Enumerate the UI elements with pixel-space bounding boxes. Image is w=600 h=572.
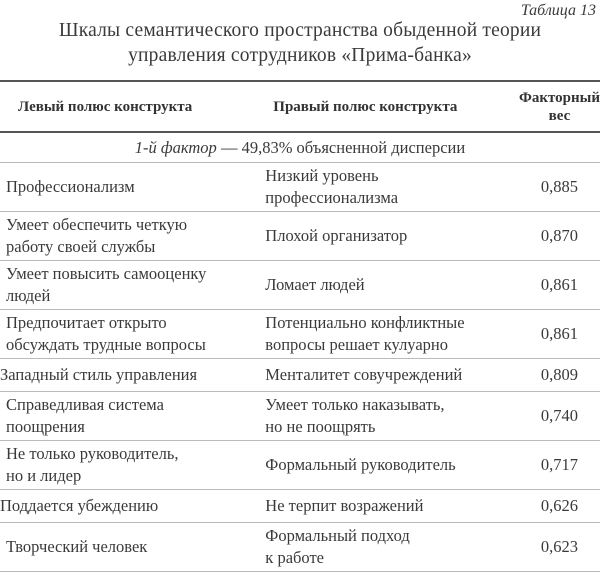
right-pole-cell-line: Не терпит возражений <box>265 496 424 515</box>
right-pole-cell-line: Потенциально конфликтные <box>265 313 465 332</box>
factor-caption <box>0 132 600 163</box>
table-row <box>0 490 600 523</box>
factor-weight-cell: 0,861 <box>540 324 579 343</box>
table-row <box>0 163 600 212</box>
right-pole-cell <box>265 490 519 523</box>
right-pole-cell <box>265 359 519 392</box>
table-row <box>0 392 600 441</box>
right-pole-cell <box>265 212 519 261</box>
left-pole-cell-line: Творческий человек <box>6 537 148 556</box>
left-pole-cell <box>0 490 265 523</box>
right-pole-cell-line: профессионализма <box>265 188 399 207</box>
left-pole-cell-line: Профессионализм <box>6 177 135 196</box>
right-pole-cell-line: вопросы решает кулуарно <box>265 335 448 354</box>
table-row <box>0 212 600 261</box>
left-pole-cell <box>0 261 265 310</box>
table-row <box>0 261 600 310</box>
left-pole-cell <box>0 310 265 359</box>
factor-row <box>0 132 600 163</box>
right-pole-cell <box>265 392 519 441</box>
left-pole-cell-line: обсуждать трудные вопросы <box>6 335 206 354</box>
right-pole-cell <box>265 163 519 212</box>
left-pole-cell-line: работу своей службы <box>6 237 156 256</box>
header-row <box>0 81 600 132</box>
header-left-pole: Левый полюс конструкта <box>18 99 193 115</box>
right-pole-cell <box>265 310 519 359</box>
factor-text: — 49,83% объясненной дисперсии <box>216 138 466 157</box>
left-pole-cell <box>0 523 265 572</box>
left-pole-cell-line: Западный стиль управления <box>0 365 198 384</box>
table-row <box>0 310 600 359</box>
table-number: Таблица 13 <box>520 2 596 19</box>
title-line: Шкалы семантического пространства обыденной теории <box>58 20 542 41</box>
table-row <box>0 441 600 490</box>
header-weight-line: вес <box>548 108 571 124</box>
header-weight <box>519 81 600 132</box>
right-pole-cell-line: Формальный руководитель <box>265 455 456 474</box>
left-pole-cell-line: Справедливая система <box>6 395 164 414</box>
factor-weight-cell: 0,885 <box>540 177 579 196</box>
left-pole-cell-line: поощрения <box>6 417 85 436</box>
right-pole-cell-line: Низкий уровень <box>265 166 379 185</box>
table-title <box>0 18 600 68</box>
left-pole-cell <box>0 163 265 212</box>
left-pole-cell <box>0 441 265 490</box>
left-pole-cell-line: Умеет повысить самооценку <box>6 264 207 283</box>
left-pole-cell-line: но и лидер <box>6 466 82 485</box>
left-pole-cell <box>0 392 265 441</box>
table-row <box>0 359 600 392</box>
left-pole-cell-line: Умеет обеспечить четкую <box>6 215 188 234</box>
right-pole-cell-line: Плохой организатор <box>265 226 408 245</box>
right-pole-cell <box>265 261 519 310</box>
right-pole-cell <box>265 441 519 490</box>
left-pole-cell-line: людей <box>6 286 51 305</box>
factor-weight-cell: 0,626 <box>540 496 579 515</box>
factor-weight-cell: 0,717 <box>540 455 579 474</box>
left-pole-cell <box>0 212 265 261</box>
header-right-pole: Правый полюс конструкта <box>273 99 458 115</box>
table-row <box>0 523 600 572</box>
factor-weight-cell: 0,740 <box>540 406 579 425</box>
right-pole-cell-line: Формальный подход <box>265 526 410 545</box>
factor-weight-cell: 0,861 <box>540 275 579 294</box>
right-pole-cell-line: Ломает людей <box>265 275 365 294</box>
right-pole-cell-line: к работе <box>265 548 324 567</box>
factor-table <box>0 80 600 572</box>
title-line: управления сотрудников «Прима-банка» <box>128 45 472 66</box>
right-pole-cell-line: Умеет только наказывать, <box>265 395 445 414</box>
right-pole-cell-line: Менталитет совучреждений <box>265 365 463 384</box>
left-pole-cell-line: Не только руководитель, <box>6 444 179 463</box>
header-weight-line: Факторный <box>518 90 600 106</box>
factor-label: 1-й фактор <box>134 138 217 157</box>
factor-weight-cell: 0,870 <box>540 226 579 245</box>
right-pole-cell-line: но не поощрять <box>265 417 376 436</box>
factor-weight-cell: 0,623 <box>540 537 579 556</box>
left-pole-cell-line: Поддается убеждению <box>0 496 159 515</box>
factor-weight-cell: 0,809 <box>540 365 579 384</box>
left-pole-cell-line: Предпочитает открыто <box>6 313 167 332</box>
left-pole-cell <box>0 359 265 392</box>
right-pole-cell <box>265 523 519 572</box>
